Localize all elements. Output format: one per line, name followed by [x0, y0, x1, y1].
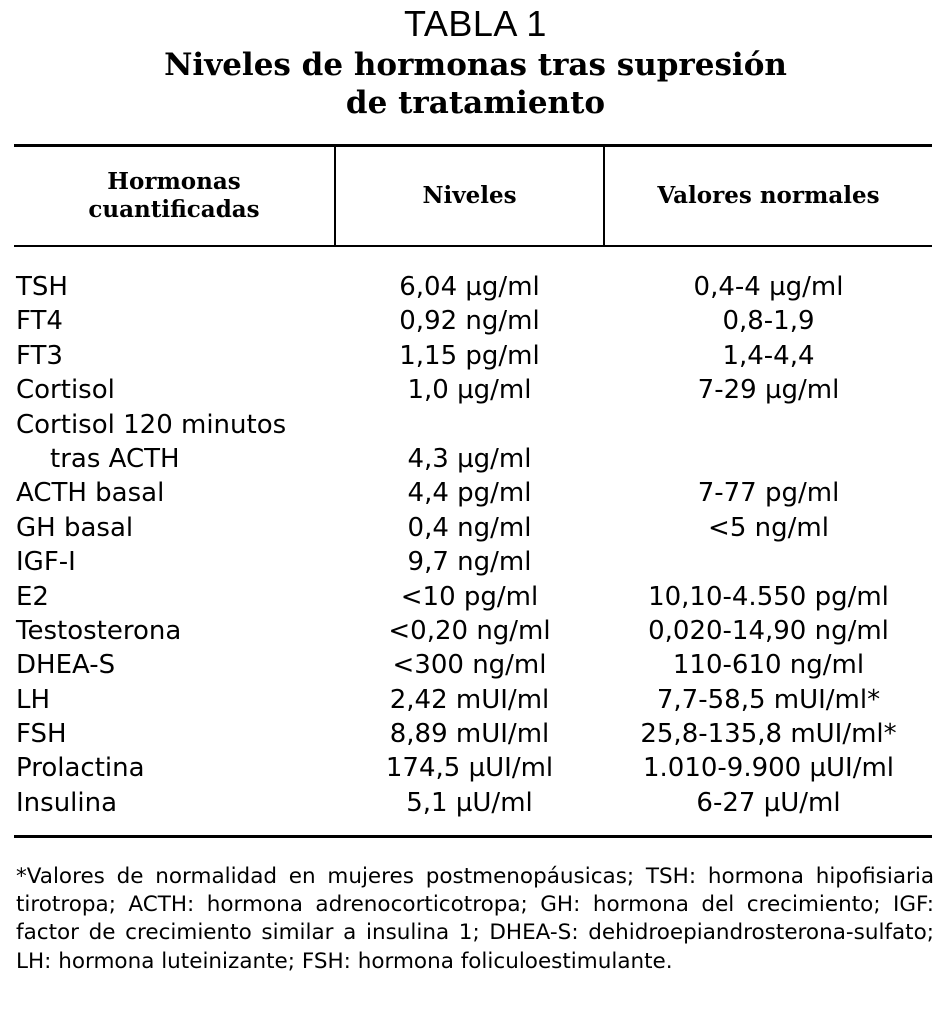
table-row: [0, 304, 951, 338]
hormone-level: 8,89 mUI/ml: [389, 719, 550, 750]
normal-range: 0,8-1,9: [722, 306, 815, 337]
hormone-level: 5,1 µU/ml: [406, 787, 533, 818]
table-footnote: *Valores de normalidad en mujeres postmenopáusicas; TSH: hormona hipofisiaria tirotropa; ACTH: hormona adrenocorticotropa; GH: hormona del crecimiento; IGF: factor de crecimiento similar a insulina 1; DHEA-S: dehidroepiandrosterona-sulfato; LH: hormona luteinizante; FSH: hormona foliculoestimulante.: [16, 864, 934, 974]
table-number: TABLA 1: [404, 3, 547, 44]
hormone-level: <0,20 ng/ml: [388, 615, 551, 646]
normal-range: 0,4-4 µg/ml: [693, 272, 844, 302]
header-hormones-line-1: Hormonas: [107, 168, 241, 195]
hormone-level: 4,3 µg/ml: [407, 443, 532, 474]
hormone-name: tras ACTH: [50, 443, 180, 474]
table-row: [0, 786, 951, 820]
table-row: [0, 339, 951, 373]
table-row: [0, 442, 951, 476]
table-title-line-1: Niveles de hormonas tras supresión: [164, 47, 787, 83]
hormone-level: 0,92 ng/ml: [399, 306, 540, 337]
hormone-name: Cortisol: [16, 375, 115, 406]
hormone-level: <300 ng/ml: [392, 650, 547, 681]
normal-range: <5 ng/ml: [708, 512, 829, 543]
normal-range: 1,4-4,4: [722, 340, 815, 371]
hormone-name: Prolactina: [16, 753, 145, 784]
table-bottom-rule: [14, 835, 932, 838]
hormone-name: E2: [16, 581, 49, 612]
hormone-name: Insulina: [16, 787, 118, 818]
table-row: [0, 270, 951, 304]
table-body: [0, 270, 951, 820]
normal-range: 110-610 ng/ml: [672, 650, 865, 681]
hormone-level: 9,7 ng/ml: [407, 547, 532, 578]
header-levels: Niveles: [422, 182, 517, 209]
hormone-name: LH: [16, 684, 51, 715]
table-header-rule: [14, 245, 932, 247]
table-row: [0, 751, 951, 785]
table-row: [0, 476, 951, 510]
normal-range: 7-29 µg/ml: [697, 375, 840, 406]
hormone-name: ACTH basal: [16, 478, 165, 509]
normal-range: 1.010-9.900 µUI/ml: [642, 753, 895, 784]
hormone-level: 174,5 µUI/ml: [385, 753, 554, 784]
table-row: [0, 614, 951, 648]
table-row: [0, 511, 951, 545]
hormone-name: FSH: [16, 719, 67, 750]
table-row: [0, 648, 951, 682]
table-row: [0, 545, 951, 579]
hormone-level: <10 pg/ml: [400, 581, 539, 612]
normal-range: 6-27 µU/ml: [696, 787, 841, 818]
hormone-name: FT3: [16, 340, 63, 371]
table-row: [0, 683, 951, 717]
hormone-level: 2,42 mUI/ml: [389, 684, 550, 715]
hormone-name: Cortisol 120 minutos: [16, 409, 287, 440]
hormone-name: GH basal: [16, 512, 134, 543]
hormone-name: FT4: [16, 306, 63, 337]
header-normal-values: Valores normales: [657, 182, 880, 209]
hormone-name: DHEA-S: [16, 650, 116, 681]
normal-range: 7-77 pg/ml: [697, 478, 840, 509]
header-hormones: [14, 147, 334, 245]
table-title: [0, 46, 951, 122]
table-row: [0, 717, 951, 751]
hormone-level: 1,0 µg/ml: [407, 375, 532, 406]
table-row: [0, 373, 951, 407]
hormone-level: 0,4 ng/ml: [407, 512, 532, 543]
normal-range: 7,7-58,5 mUI/ml*: [656, 684, 881, 715]
hormone-level: 1,15 pg/ml: [399, 340, 540, 371]
normal-range: 10,10-4.550 pg/ml: [648, 581, 889, 612]
hormone-level: 6,04 µg/ml: [399, 272, 540, 302]
hormone-name: IGF-I: [16, 547, 76, 578]
header-hormones-line-2: cuantificadas: [88, 196, 260, 223]
table-title-line-2: de tratamiento: [345, 85, 606, 121]
normal-range: 0,020-14,90 ng/ml: [648, 615, 889, 646]
table-row: [0, 580, 951, 614]
hormone-name: TSH: [16, 272, 68, 302]
hormone-level: 4,4 pg/ml: [407, 478, 532, 509]
table-row: [0, 408, 951, 442]
hormone-name: Testosterona: [16, 615, 182, 646]
normal-range: 25,8-135,8 mUI/ml*: [640, 719, 897, 750]
